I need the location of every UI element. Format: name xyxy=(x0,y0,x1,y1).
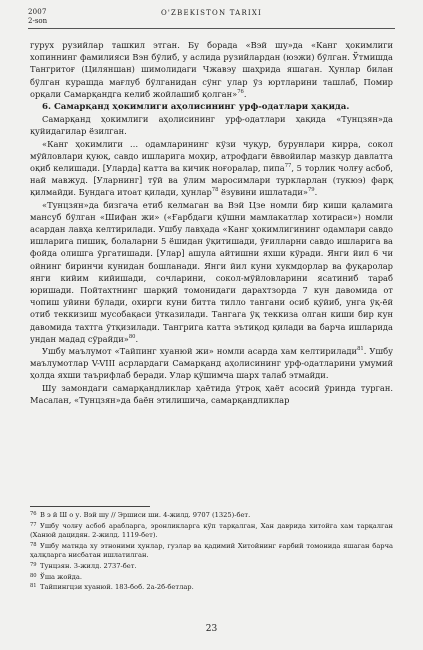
header-rule xyxy=(28,28,395,29)
footnote-rule xyxy=(30,506,150,507)
paragraph: Ушбу маълумот «Тайпинг хуанюй жи» номли асарда хам келтирилади$^{81}$. Ушбу маълумотлар V-VIII асрлардаги Самарқанд аҳолисининг урф-одатларини умумий ҳолда яхши таърифлаб беради. Улар қўшимча шарх талаб этмайди. xyxy=(30,346,393,381)
footnote-number: 78 xyxy=(30,541,37,548)
footnotes xyxy=(30,510,393,593)
footnote-ref[interactable]: 76 xyxy=(237,89,244,96)
header-year: 2007 xyxy=(28,8,47,16)
footnote-ref[interactable]: 80 xyxy=(128,334,136,341)
footnote-number: 79 xyxy=(30,561,37,568)
article-body xyxy=(30,39,393,406)
footnote-text: Ўша жойда. xyxy=(40,572,83,581)
paragraph: «Канг ҳокимлиги … одамларининг кўзи чуқур, бурунлари кирра, сокол мўйловлари қуюқ, савдо ишларига моҳир, атрофдаги ёввойилар мазкур давлатга оқиб келишади. [Уларда] катта ва кичик ноғоралар, пипа$^{77}$, 5 торлик чолғу асбоб, най мавжуд. [Уларнинг] тўй ва ўлим маросимлари туркларлан (тукюэ) фарқ қилмайди. Бундага итоат қилади, ҳунлар$^{78}$ ёзувини ишлатади»$^{79}$. xyxy=(30,138,393,198)
footnote-ref[interactable]: 79 xyxy=(307,187,315,194)
footnote-text: В э й Ш о у. Вэй шу // Эршиси ши. 4-жилд. 9707 (1325)-бет. xyxy=(40,511,251,519)
footnote xyxy=(30,541,393,561)
footnote-text: Ушбу матнда ху этноними ҳунлар, гузлар ва қадимий Хитойнинг ғарбий томонида яшаган барча ҳалқларга нисбатан ишлатилган. xyxy=(30,541,393,560)
footnote-ref[interactable]: 81 xyxy=(357,346,364,353)
footnote xyxy=(30,521,393,541)
paragraph: Самарқанд ҳокимлиги аҳолисининг урф-одатлари ҳақида «Тунцзян»да қуйидагилар ёзилган. xyxy=(30,114,393,137)
footnote xyxy=(30,572,393,583)
footnote-text: Тайпингцзи хуанюй. 183-боб. 2а-2б-бетлар. xyxy=(40,583,194,592)
footnote xyxy=(30,582,393,593)
footnote xyxy=(30,561,393,572)
header-issue: 2-son xyxy=(28,17,48,25)
footnote-text: Ушбу чолғу асбоб арабларга, эронликларга кўп тарқалган, Хан даврида хитойга хам тарқалган (Ханюй дацидян. 2-жилд. 1119-бет). xyxy=(30,521,393,540)
footnote xyxy=(30,510,393,521)
paragraph: «Тунцзян»да бизгача етиб келмаган ва Вэй Цзе номли бир киши қаламига мансуб бўлган «Шифан жи» («Ғарбдаги қўшни мамлакатлар хотираси») номли асардан лавҳа келтирилади. Ушбу лавҳада «Канг ҳокимлигининг одамлари савдо ишларига пишиқ, болаларни 5 ёшидан ўқитишади, ўғилларни савдо ишларига ва фойда олишга ўргатишади. [Улар] ашула айтишни яхши кўради. Янги йил 6 чи ойнинг биринчи кунидан бошланади. Янги йил куни хукмдорлар ва фуқаролар янги кийим кийишади, сочларини, сокол-мўйловларини ясатиниб тараб юришади. Пойтахтнинг шарқий томонидаги дарахтзорда 7 кун давомида от чопиш уйини бўлади, охирги куни битта тиллo тангани осиб қўйиб, унга ўқ-ёй отиб теккизиш мусобақаси ўтказилади. Тангага ўқ теккиза олган киши бир кун давомида тахтга ўтқизилади. Тангрига катта эътиқод қилади ва барча ишларида ундан мадад сўрайди»$^{80}$. xyxy=(30,199,393,344)
paragraph: гурух рузийлар ташкил этган. Бу борада «Вэй шу»да «Канг ҳокимлиги хопиннинг фамилияси Вэн бўлиб, у аслида рузийлардан (юэжи) бўлган. Ўтмишда Тангритоғ (Циляншан) шимолидаги Чжавэу шаҳрида яшаган. Ҳунлар билан бўлган курашда мағлуб бўлганидан сўнг улар ўз юртларини ташлаб, Помир орқали Самарқандга келиб жойлашиб қолган»$^{76}$. xyxy=(30,40,393,99)
paragraph: Шу замондаги самарқандликлар ҳаётида ўтроқ ҳаёт асосий ўринда турган. Масалан, «Тунцзян»да баён этилишича, самарқандликлар xyxy=(30,382,393,405)
header-journal-title: O'ZBEKISTON TARIXI xyxy=(160,9,263,17)
page-number: 23 xyxy=(205,624,218,634)
section-heading: 6. Самарқанд ҳокимлиги аҳолисининг урф-одатлари ҳақида. xyxy=(42,102,350,113)
footnote-number: 80 xyxy=(30,572,37,579)
footnote-number: 76 xyxy=(30,511,37,517)
footnote-text: Тунцзян. 3-жилд. 2737-бет. xyxy=(40,561,137,570)
running-header xyxy=(28,8,395,34)
footnote-ref[interactable]: 78 xyxy=(211,187,219,194)
footnote-number: 77 xyxy=(30,521,37,528)
footnote-ref[interactable]: 77 xyxy=(284,163,292,170)
footnote-number: 81 xyxy=(30,583,37,590)
